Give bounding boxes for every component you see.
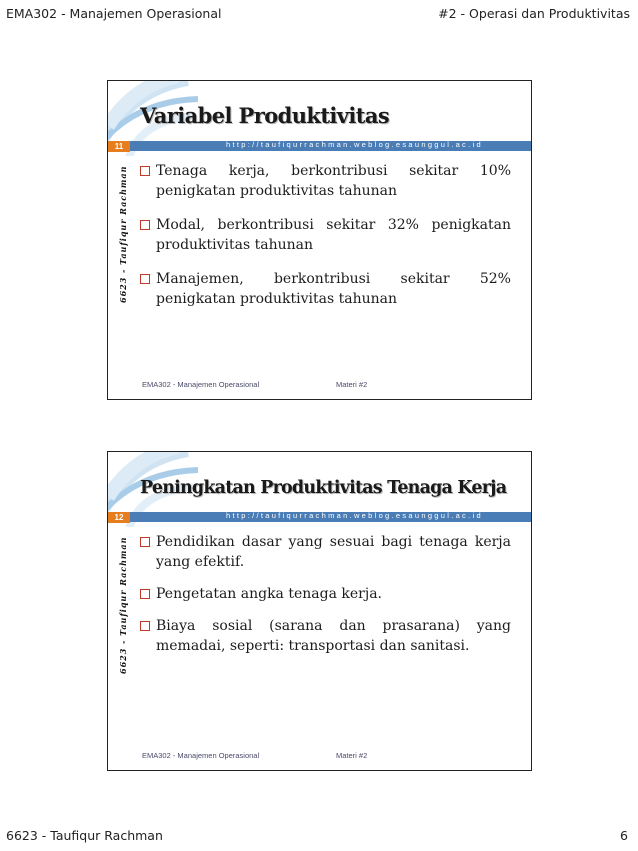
list-item: [140, 532, 511, 572]
slide-number-badge: 11: [108, 141, 130, 152]
page-header-course: EMA302 - Manajemen Operasional: [6, 6, 222, 21]
bullet-text: Pendidikan dasar yang sesuai bagi tenaga kerja yang efektif.: [156, 534, 511, 570]
checkbox-square-icon: [140, 537, 150, 547]
url-bar: [130, 512, 531, 522]
slide-11: [107, 80, 532, 400]
list-item: [140, 161, 511, 201]
bullet-list: [140, 532, 511, 668]
slide-footer-course: EMA302 - Manajemen Operasional: [142, 751, 260, 760]
bullet-text: Manajemen, berkontribusi sekitar 52% penigkatan produktivitas tahunan: [156, 271, 511, 307]
list-item: [140, 269, 511, 309]
blog-url: http://taufiqurrachman.weblog.esaunggul.ac.id: [226, 140, 483, 149]
bullet-text: Tenaga kerja, berkontribusi sekitar 10% penigkatan produktivitas tahunan: [156, 163, 511, 199]
page-footer-author: 6623 - Taufiqur Rachman: [6, 828, 163, 843]
slide-footer-materi: Materi #2: [336, 380, 368, 389]
bullet-text: Pengetatan angka tenaga kerja.: [156, 586, 382, 602]
slide-footer-materi: Materi #2: [336, 751, 368, 760]
checkbox-square-icon: [140, 589, 150, 599]
checkbox-square-icon: [140, 220, 150, 230]
slide-title: Peningkatan Produktivitas Tenaga Kerja: [140, 478, 507, 498]
slide-title: Variabel Produktivitas: [140, 103, 390, 128]
checkbox-square-icon: [140, 166, 150, 176]
bullet-text: Biaya sosial (sarana dan prasarana) yang memadai, seperti: transportasi dan sanitasi.: [156, 618, 511, 654]
bullet-list: [140, 161, 511, 323]
checkbox-square-icon: [140, 274, 150, 284]
slide-12: [107, 451, 532, 771]
side-author-label: 6623 - Taufiqur Rachman: [118, 165, 128, 303]
page-number: 6: [620, 828, 628, 843]
bullet-text: Modal, berkontribusi sekitar 32% penigkatan produktivitas tahunan: [156, 217, 511, 253]
checkbox-square-icon: [140, 621, 150, 631]
slide-number-badge: 12: [108, 512, 130, 523]
page-header-topic: #2 - Operasi dan Produktivitas: [438, 6, 630, 21]
list-item: [140, 616, 511, 656]
url-bar: [130, 141, 531, 151]
slide-footer-course: EMA302 - Manajemen Operasional: [142, 380, 260, 389]
blog-url: http://taufiqurrachman.weblog.esaunggul.ac.id: [226, 511, 483, 520]
list-item: [140, 215, 511, 255]
list-item: [140, 584, 511, 604]
side-author-label: 6623 - Taufiqur Rachman: [118, 536, 128, 674]
